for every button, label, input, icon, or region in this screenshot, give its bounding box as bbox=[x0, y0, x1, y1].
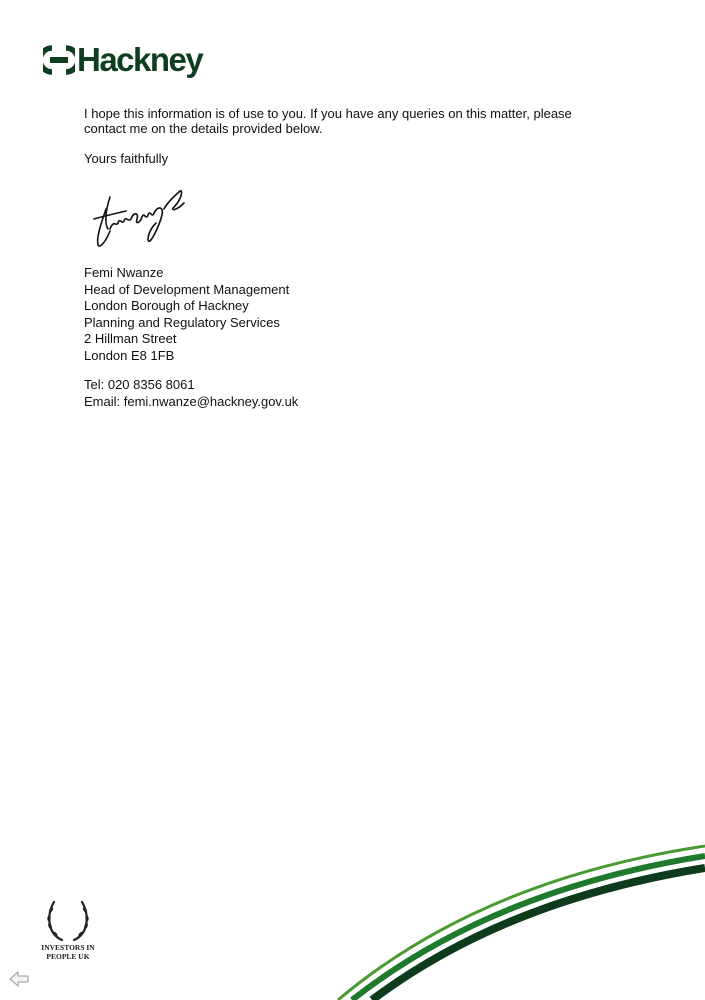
investors-in-people-logo bbox=[36, 896, 100, 961]
body-paragraph: I hope this information is of use to you. If you have any queries on this matter, please contact me on the details provided below. bbox=[84, 106, 572, 136]
signatory-department: Planning and Regulatory Services bbox=[84, 314, 280, 330]
closing-salutation: Yours faithfully bbox=[84, 151, 169, 166]
logo-text: Hackney bbox=[77, 41, 203, 78]
address-city: London E8 1FB bbox=[84, 347, 175, 363]
iip-line-1: INVESTORS IN bbox=[41, 943, 95, 952]
iip-line-2: PEOPLE UK bbox=[46, 951, 90, 961]
contact-email: Email: femi.nwanze@hackney.gov.uk bbox=[84, 393, 299, 409]
back-arrow-icon[interactable] bbox=[8, 970, 30, 988]
signatory-name: Femi Nwanze bbox=[84, 265, 164, 280]
signatory-organisation: London Borough of Hackney bbox=[84, 298, 249, 313]
signatory-title: Head of Development Management bbox=[84, 281, 290, 297]
address-street: 2 Hillman Street bbox=[84, 331, 177, 346]
laurel-wreath-icon bbox=[42, 896, 94, 944]
contact-telephone: Tel: 020 8356 8061 bbox=[84, 377, 195, 392]
